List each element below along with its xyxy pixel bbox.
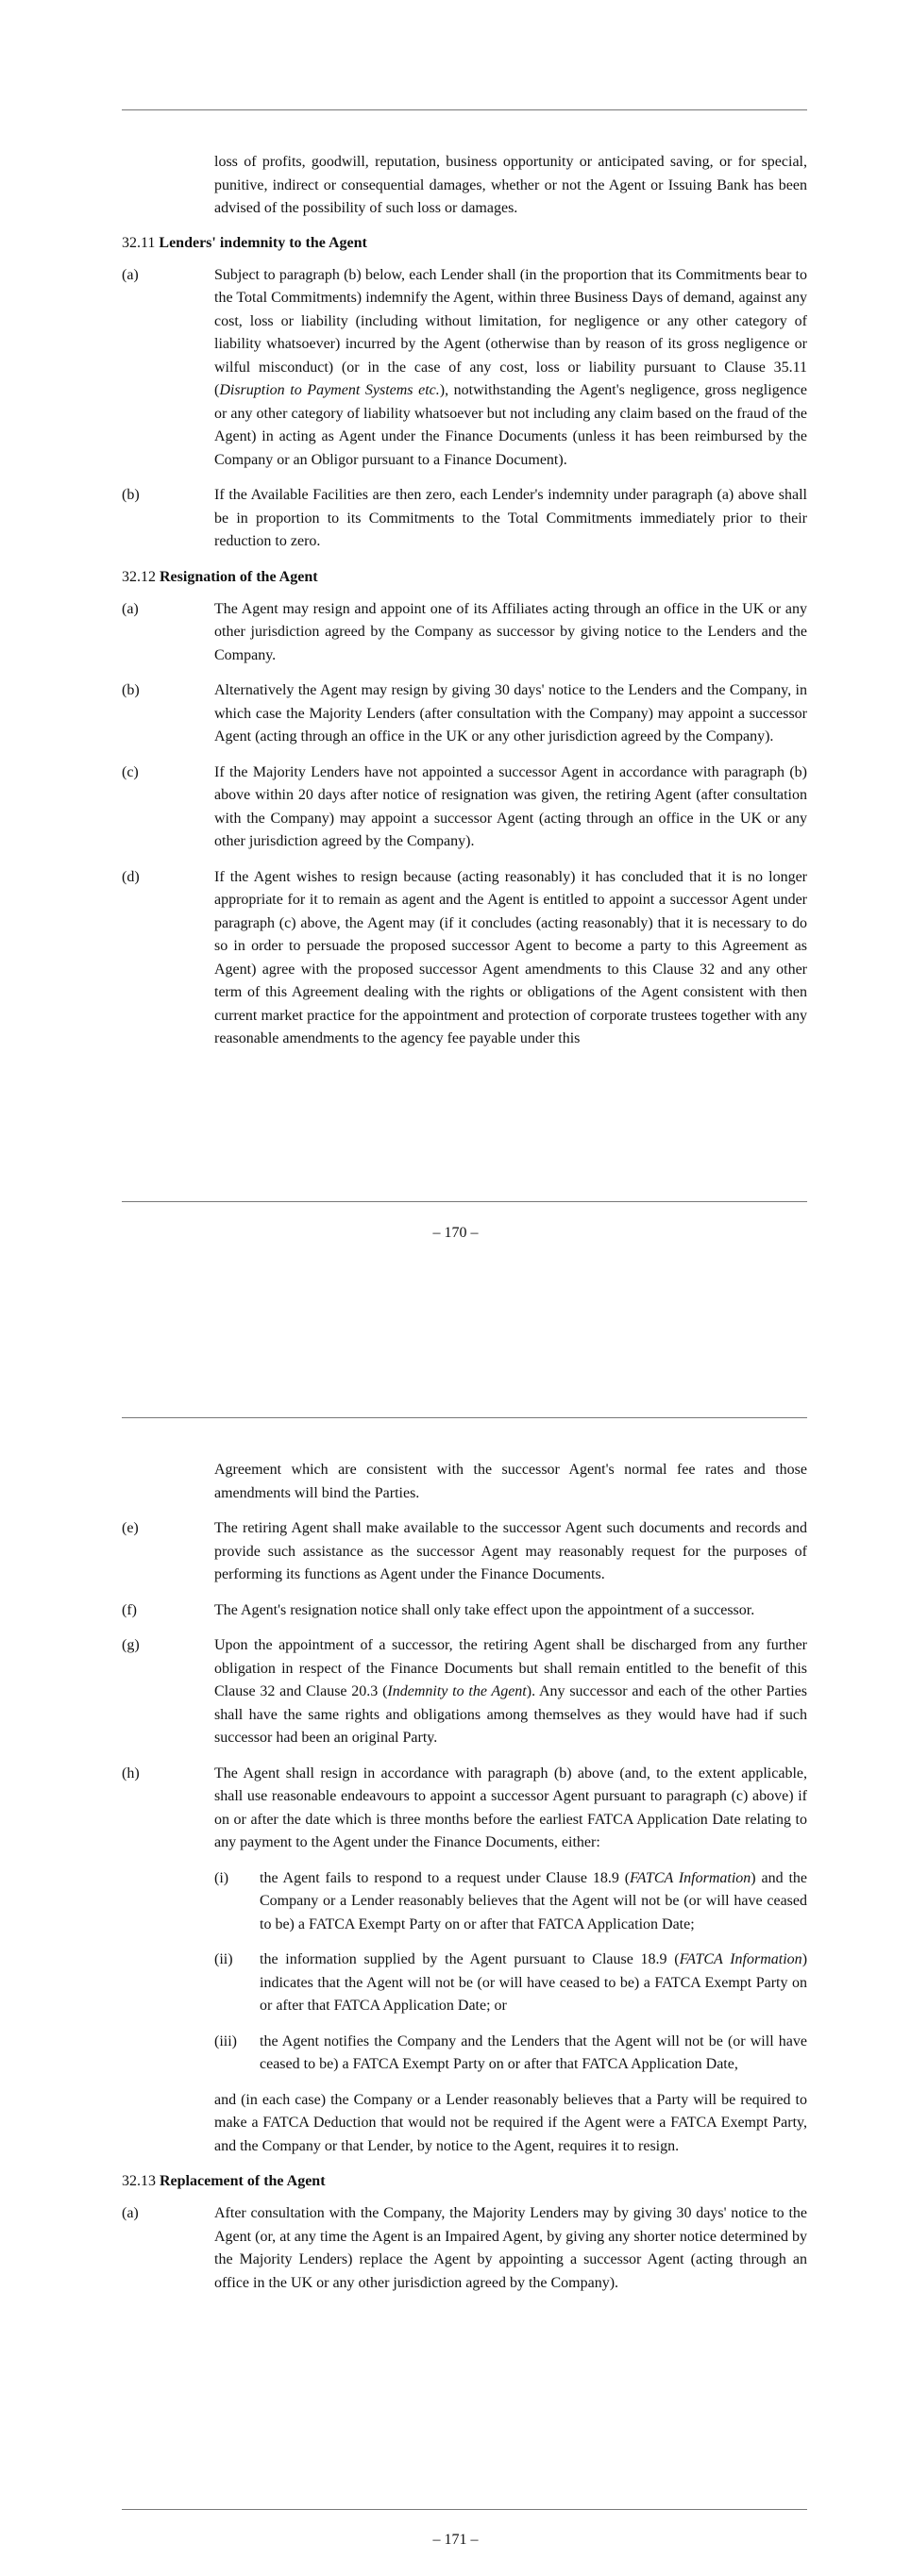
paragraph-a: (a) The Agent may resign and appoint one of its Affiliates acting through an office in the UK or any other jurisdiction agreed by the Company as successor by giving notice to the Lenders and the Company. (122, 600, 807, 663)
page-number: – 171 – (432, 2532, 479, 2548)
paragraph-e: (e) The retiring Agent shall make available to the successor Agent such documents and records and provide such assistance as the successor Agent may reasonably request for the purposes of performing its functions as Agent under the Finance Documents. (122, 1520, 807, 1582)
paragraph-f: (f) The Agent's resignation notice shall only take effect upon the appointment of a successor. (122, 1601, 755, 1618)
paragraph-a: (a) Subject to paragraph (b) below, each Lender shall (in the proportion that its Commitments bear to the Total Commitments) indemnify the Agent, within three Business Days of demand, against any cost, loss or liability (including without limitation, for negligence or any other category of liability whatsoever) incurred by the Agent (otherwise than by reason of its gross negligence or wilful misconduct) (or in the case of any cost, loss or liability pursuant to Clause 35.11 (Disruption to Payment Systems etc.), notwithstanding the Agent's negligence, gross negligence or any other category of liability whatsoever but not including any claim based on the fraud of the Agent) in acting as Agent under the Finance Documents (unless it has been reimbursed by the Company or an Obligor pursuant to a Finance Document). (122, 266, 807, 468)
sub-paragraph-iii: (iii) the Agent notifies the Company and the Lenders that the Agent will not be (or will have ceased to be) a FATCA Exempt Party on or after that FATCA Application Date, (214, 2032, 807, 2072)
page-top-rule (122, 109, 807, 110)
clause-heading-32-11: 32.11 Lenders' indemnity to the Agent (122, 234, 367, 251)
paragraph-h: (h) The Agent shall resign in accordance with paragraph (b) above (and, to the extent applicable, shall use reasonable endeavours to appoint a successor Agent pursuant to paragraph (c) above) if on or after the date which is three months before the earliest FATCA Application Date relating to any payment to the Agent under the Finance Documents, either: (122, 1765, 807, 1850)
sub-paragraph-ii: (ii) the information supplied by the Agent pursuant to Clause 18.9 (FATCA Information) indicates that the Agent will not be (or will have ceased to be) a FATCA Exempt Party on or after that FATCA Application Date; or (214, 1951, 808, 2014)
paragraph-g: (g) Upon the appointment of a successor, the retiring Agent shall be discharged from any further obligation in respect of the Finance Documents but shall remain entitled to the benefit of this Clause 32 and Clause 20.3 (Indemnity to the Agent). Any successor and each of the other Parties shall have the same rights and obligations among themselves as they would have had if such successor had been an original Party. (122, 1637, 808, 1746)
paragraph-h-tail: and (in each case) the Company or a Lender reasonably believes that a Party will be required to make a FATCA Deduction that would not be required if the Agent were a FATCA Exempt Party, and the Company or that Lender, by notice to the Agent, requires it to resign. (214, 2091, 807, 2154)
page-171-body (122, 1459, 807, 2307)
paragraph-d: (d) If the Agent wishes to resign because (acting reasonably) it has concluded that it is no longer appropriate for it to remain as agent and the Agent is entitled to appoint a successor Agent under paragraph (c) above, the Agent may (if it concludes (acting reasonably) that it is necessary to do so in order to persuade the proposed successor Agent to become a party to this Agreement as Agent) agree with the proposed successor Agent amendments to this Clause 32 and any other term of this Agreement dealing with the rights or obligations of the Agent consistent with then current market practice for the appointment and protection of corporate trustees together with any reasonable amendments to the agency fee payable under this (122, 868, 807, 1046)
page-bottom-rule (122, 2509, 807, 2510)
paragraph-c: (c) If the Majority Lenders have not appointed a successor Agent in accordance with paragraph (b) above within 20 days after notice of resignation was given, the retiring Agent (after consultation with the Company) may appoint a successor Agent (acting through an office in the UK or any other jurisdiction agreed by the Company). (122, 763, 807, 849)
page-bottom-rule (122, 1201, 807, 1202)
page-top-rule (122, 1417, 807, 1418)
paragraph-b: (b) If the Available Facilities are then zero, each Lender's indemnity under paragraph (a) above shall be in proportion to its Commitments to the Total Commitments immediately prior to their reduction to zero. (122, 487, 807, 549)
clause-heading-32-13: 32.13 Replacement of the Agent (122, 2173, 326, 2189)
page-170-body (122, 151, 807, 1063)
page-number: – 170 – (432, 1225, 479, 1241)
continuation-text: loss of profits, goodwill, reputation, business opportunity or anticipated saving, or for special, punitive, indirect or consequential damages, whether or not the Agent or Issuing Bank has been advised of the possibility of such loss or damages. (214, 154, 807, 216)
paragraph-a: (a) After consultation with the Company, the Majority Lenders may by giving 30 days' notice to the Agent (or, at any time the Agent is an Impaired Agent, by giving any shorter notice determined by the Majority Lenders) replace the Agent by appointing a successor Agent (acting through an office in the UK or any other jurisdiction agreed by the Company). (122, 2205, 807, 2291)
sub-paragraph-list (214, 1867, 807, 2077)
paragraph-b: (b) Alternatively the Agent may resign by giving 30 days' notice to the Lenders and the Company, in which case the Majority Lenders (after consultation with the Company) may appoint a successor Agent (acting through an office in the UK or any other jurisdiction agreed by the Company). (122, 682, 807, 744)
clause-heading-32-12: 32.12 Resignation of the Agent (122, 568, 318, 585)
sub-paragraph-i: (i) the Agent fails to respond to a request under Clause 18.9 (FATCA Information) and the Company or a Lender reasonably believes that the Agent will not be (or will have ceased to be) a FATCA Exempt Party on or after that FATCA Application Date; (214, 1869, 808, 1932)
continuation-text: Agreement which are consistent with the successor Agent's normal fee rates and those amendments will bind the Parties. (214, 1462, 807, 1501)
